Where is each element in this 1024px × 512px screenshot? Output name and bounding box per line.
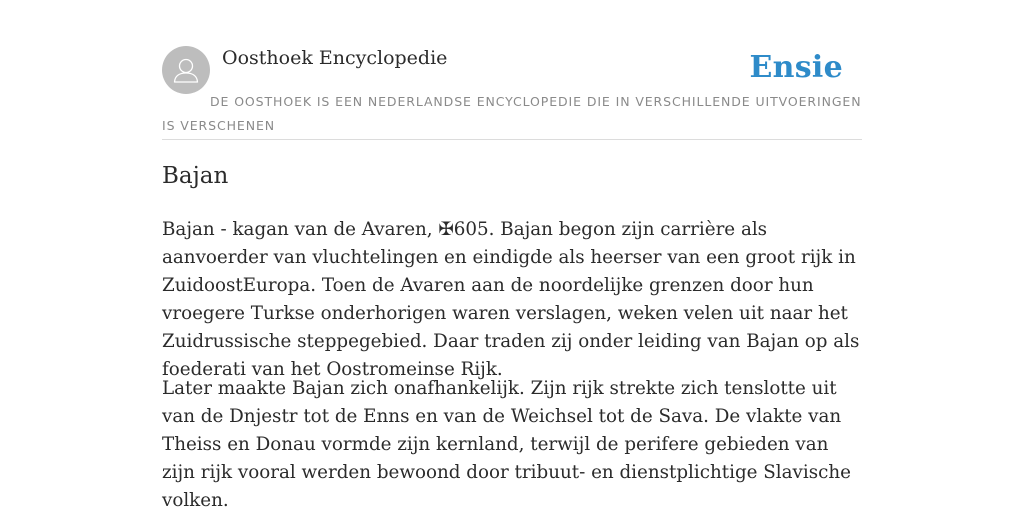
article-title: Bajan xyxy=(162,163,229,189)
article-paragraph-1: Bajan - kagan van de Avaren, ✠605. Bajan begon zijn carrière als aanvoerder van vluchtelingen en eindigde als heerser van een groot rijk in ZuidoostEuropa. Toen de Avaren aan de noordelijke grenzen door hun vroegere Turkse onderhorigen waren verslagen, weken velen uit naar het Zuidrussische steppegebied. Daar traden zij onder leiding van Bajan op als foederati van het Oostromeinse Rijk. xyxy=(162,219,860,380)
article-paragraph-2: Later maakte Bajan zich onafhankelijk. Zijn rijk strekte zich tenslotte uit van de Dnjestr tot de Enns en van de Weichsel tot de Sava. De vlakte van Theiss en Donau vormde zijn kernland, terwijl de perifere gebieden van zijn rijk vooral werden bewoond door tribuut- en dienstplichtige Slavische volken. xyxy=(162,378,851,511)
user-silhouette-icon xyxy=(162,46,210,94)
source-avatar[interactable] xyxy=(162,46,210,94)
source-header xyxy=(162,46,862,140)
source-description: DE OOSTHOEK IS EEN NEDERLANDSE ENCYCLOPEDIE DIE IN VERSCHILLENDE UITVOERINGEN IS VERSCHENEN xyxy=(162,94,862,133)
ensie-logo[interactable]: Ensie xyxy=(749,50,843,85)
source-title-link[interactable]: Oosthoek Encyclopedie xyxy=(222,47,448,69)
